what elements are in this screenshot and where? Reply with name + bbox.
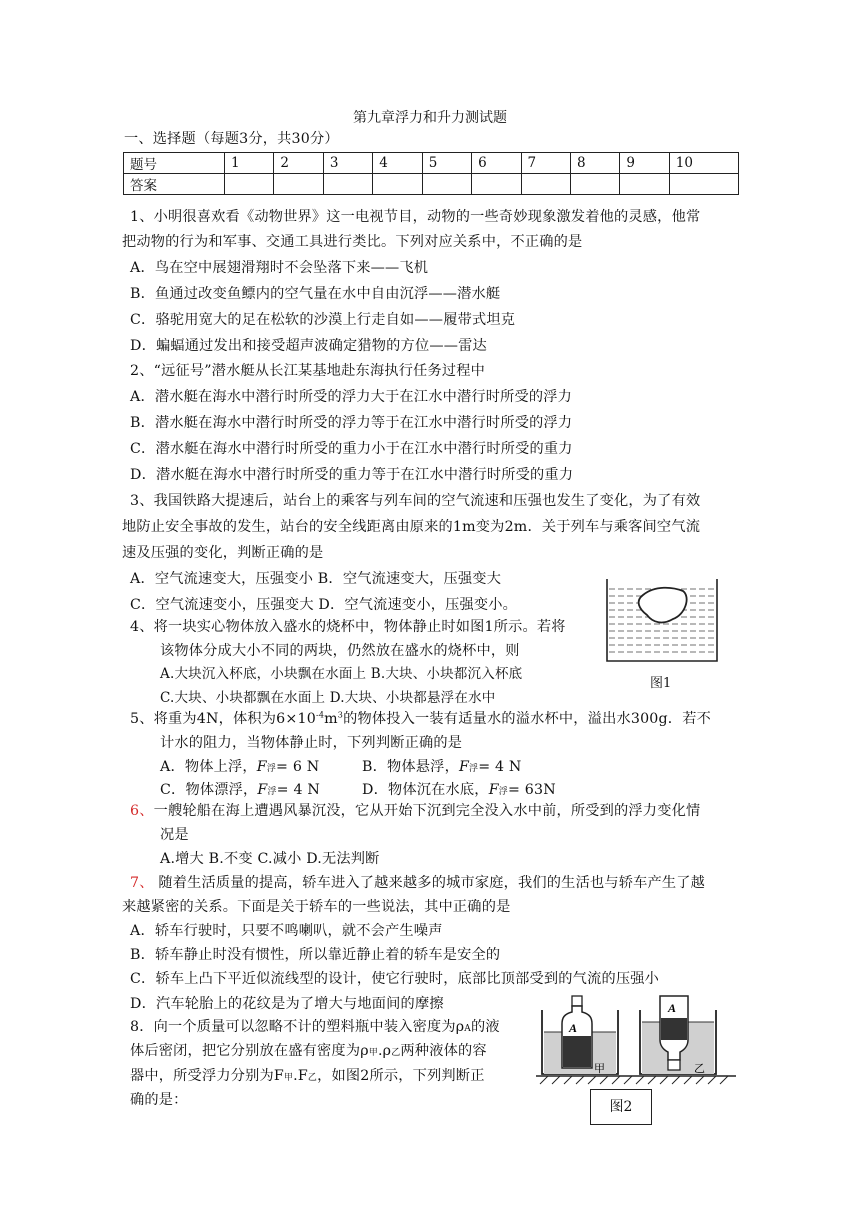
table-answer-cell[interactable]: [521, 174, 570, 195]
question-5-option-c: C．物体漂浮，F浮= 4 N: [160, 782, 320, 798]
question-7-option-d: D．汽车轮胎上的花纹是为了增大与地面间的摩擦: [130, 996, 444, 1012]
question-5-stem: 5、将重为4N，体积为$6\times 10^{-4}m^3$的物体投入一装有适量水的溢水杯中，溢出水300g．若不: [130, 710, 711, 727]
figure-1-beaker-drawing: [603, 575, 721, 665]
question-5-option-a: A．物体上浮，F浮= 6 N: [160, 759, 320, 775]
question-1-stem-cont: 把动物的行为和军事、交通工具进行类比。下列对应关系中，不正确的是: [122, 234, 583, 250]
question-7-option-a: A．轿车行驶时，只要不鸣喇叭，就不会产生噪声: [130, 923, 443, 939]
section-heading: 一、选择题（每题3分，共30分）: [124, 131, 339, 147]
table-row: [124, 153, 739, 174]
table-header-cell: 2: [274, 153, 323, 174]
bottle-label-a: A: [569, 1021, 578, 1035]
question-4-stem: 4、将一块实心物体放入盛水的烧杯中，物体静止时如图1所示。若将: [130, 619, 566, 635]
table-answer-cell[interactable]: [274, 174, 323, 195]
page-title: 第九章浮力和升力测试题: [353, 110, 507, 126]
question-5-option-d: D．物体沉在水底，F浮= 63N: [362, 782, 556, 798]
table-header-cell: 8: [570, 153, 619, 174]
table-answer-cell[interactable]: [620, 174, 669, 195]
answer-table: [123, 152, 739, 195]
table-header-cell: 10: [669, 153, 738, 174]
table-row: [124, 174, 739, 195]
question-2-option-c: C．潜水艇在海水中潜行时所受的重力小于在江水中潜行时所受的重力: [130, 441, 573, 457]
bottle-label-a-inverted: A: [668, 1001, 677, 1015]
table-header-cell: 3: [323, 153, 372, 174]
question-7-option-c: C．轿车上凸下平近似流线型的设计，使它行驶时，底部比顶部受到的气流的压强小: [130, 971, 660, 987]
container-label-jia: 甲: [594, 1062, 605, 1075]
table-answer-cell[interactable]: [570, 174, 619, 195]
question-6-options: A.增大 B.不变 C.减小 D.无法判断: [160, 851, 380, 867]
question-8-stem: 8．向一个质量可以忽略不计的塑料瓶中装入密度为ρA的液: [130, 1019, 500, 1035]
table-answer-cell[interactable]: [669, 174, 738, 195]
table-answer-cell[interactable]: [472, 174, 521, 195]
table-header-cell: 4: [373, 153, 422, 174]
question-3-stem: 3、我国铁路大提速后，站台上的乘客与列车间的空气流速和压强也发生了变化，为了有效: [130, 493, 701, 509]
table-answer-cell[interactable]: [373, 174, 422, 195]
question-7-stem: 7、 随着生活质量的提高，轿车进入了越来越多的城市家庭，我们的生活也与轿车产生了越: [130, 875, 706, 891]
question-1-stem: 1、小明很喜欢看《动物世界》这一电视节目，动物的一些奇妙现象激发着他的灵感，他常: [130, 209, 701, 225]
figure-2-caption: 图2: [590, 1089, 652, 1125]
question-7-stem-cont: 来越紧密的关系。下面是关于轿车的一些说法，其中正确的是: [122, 899, 511, 915]
question-3-options-cd: C．空气流速变小，压强变大 D．空气流速变小，压强变小。: [130, 597, 518, 613]
table-header-cell: 7: [521, 153, 570, 174]
question-4-options-cd: C.大块、小块都飘在水面上 D.大块、小块都悬浮在水中: [160, 690, 496, 706]
question-1-option-c: C．骆驼用宽大的足在松软的沙漠上行走自如——履带式坦克: [130, 312, 516, 328]
figure-2-containers-drawing: [536, 990, 736, 1085]
question-1-option-b: B．鱼通过改变鱼鳔内的空气量在水中自由沉浮——潜水艇: [130, 286, 501, 302]
question-8-stem-cont: 体后密闭，把它分别放在盛有密度为ρ甲.ρ乙两种液体的容: [130, 1043, 487, 1059]
question-1-option-a: A．鸟在空中展翅滑翔时不会坠落下来——飞机: [130, 260, 429, 276]
table-header-cell: 5: [422, 153, 471, 174]
table-answer-cell[interactable]: 答案: [124, 174, 225, 195]
question-2-option-a: A．潜水艇在海水中潜行时所受的浮力大于在江水中潜行时所受的浮力: [130, 389, 573, 405]
table-header-cell: 1: [225, 153, 274, 174]
question-5-stem-cont: 计水的阻力，当物体静止时，下列判断正确的是: [160, 735, 463, 751]
question-3-stem-cont2: 速及压强的变化，判断正确的是: [122, 545, 324, 561]
table-answer-cell[interactable]: [422, 174, 471, 195]
question-7-option-b: B．轿车静止时没有惯性，所以靠近静止着的轿车是安全的: [130, 947, 501, 963]
question-3-stem-cont: 地防止安全事故的发生，站台的安全线距离由原来的1m变为2m．关于列车与乘客间空气流: [122, 519, 701, 535]
table-header-cell: 9: [620, 153, 669, 174]
question-5-option-b: B．物体悬浮，F浮= 4 N: [362, 759, 522, 775]
question-2-option-d: D．潜水艇在海水中潜行时所受的重力等于在江水中潜行时所受的重力: [130, 467, 574, 483]
question-1-option-d: D．蝙蝠通过发出和接受超声波确定猎物的方位——雷达: [130, 338, 487, 354]
question-4-options-ab: A.大块沉入杯底，小块飘在水面上 B.大块、小块都沉入杯底: [160, 666, 523, 682]
container-label-yi: 乙: [694, 1062, 705, 1075]
table-answer-cell[interactable]: [225, 174, 274, 195]
figure-1-caption: 图1: [650, 676, 672, 691]
question-6-stem-cont: 况是: [160, 827, 189, 843]
question-8-stem-cont3: 确的是：: [130, 1092, 188, 1108]
question-2-option-b: B．潜水艇在海水中潜行时所受的浮力等于在江水中潜行时所受的浮力: [130, 415, 573, 431]
table-header-cell: 题号: [124, 153, 225, 174]
question-4-stem-cont: 该物体分成大小不同的两块，仍然放在盛水的烧杯中，则: [160, 643, 520, 659]
table-header-cell: 6: [472, 153, 521, 174]
question-8-stem-cont2: 器中，所受浮力分别为F甲.F乙，如图2所示，下列判断正: [130, 1068, 485, 1084]
question-3-options-ab: A．空气流速变大，压强变小 B．空气流速变大，压强变大: [130, 571, 502, 587]
question-6-stem: 6、一艘轮船在海上遭遇风暴沉没，它从开始下沉到完全没入水中前，所受到的浮力变化情: [130, 803, 701, 819]
question-2-stem: 2、“远征号”潜水艇从长江某基地赴东海执行任务过程中: [130, 363, 486, 379]
table-answer-cell[interactable]: [323, 174, 372, 195]
